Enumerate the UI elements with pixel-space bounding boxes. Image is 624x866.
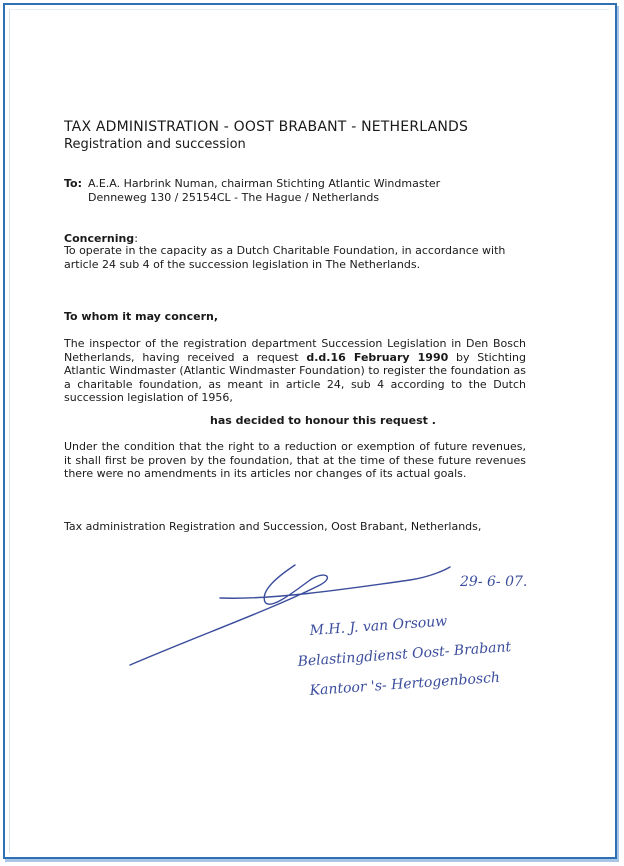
body-paragraph-1 [64,337,526,405]
salutation: To whom it may concern, [64,310,218,323]
concerning-text: To operate in the capacity as a Dutch Charitable Foundation, in accordance with article 24 sub 4 of the succession legislation in The Netherlands. [64,244,506,271]
handwritten-date: 29- 6- 07. [460,574,528,590]
concerning-label: Concerning [64,232,135,245]
body-paragraph-2: Under the condition that the right to a reduction or exemption of future revenues, it shall first be proven by the foundation, that at the time of these future revenues there were no amendments in its articles nor changes of its actual goals. [64,440,526,480]
recipient-name: A.E.A. Harbrink Numan, chairman Stichting Atlantic Windmaster [88,177,441,190]
document-subtitle: Registration and succession [64,137,246,152]
decision-statement: has decided to honour this request . [210,414,436,427]
letter-body [64,118,532,533]
request-date: d.d.16 February 1990 [306,350,449,364]
handwritten-office: Belastingdienst Oost- Brabant [297,639,512,670]
recipient-address: Denneweg 130 / 25154CL - The Hague / Netherlands [88,191,380,204]
handwritten-official-name: M.H. J. van Orsouw [309,613,448,639]
handwritten-location: Kantoor 's- Hertogenbosch [309,669,501,699]
handwritten-signature [120,540,590,720]
closing-line: Tax administration Registration and Succession, Oost Brabant, Netherlands, [64,520,482,533]
concerning-colon: : [134,232,138,245]
paragraph-1-start: The inspector of the registration department Succession Legislation in Den Bosch Netherlands, having received a request [64,337,526,364]
recipient-label: To: [64,177,82,190]
document-title: TAX ADMINISTRATION - OOST BRABANT - NETHERLANDS [64,119,469,135]
paragraph-1-end: by Stichting Atlantic Windmaster (Atlantic Windmaster Foundation) to register the foundation as a charitable foundation, as meant in article 24, sub 4 according to the Dutch succession legislation of 1956, [64,350,526,404]
